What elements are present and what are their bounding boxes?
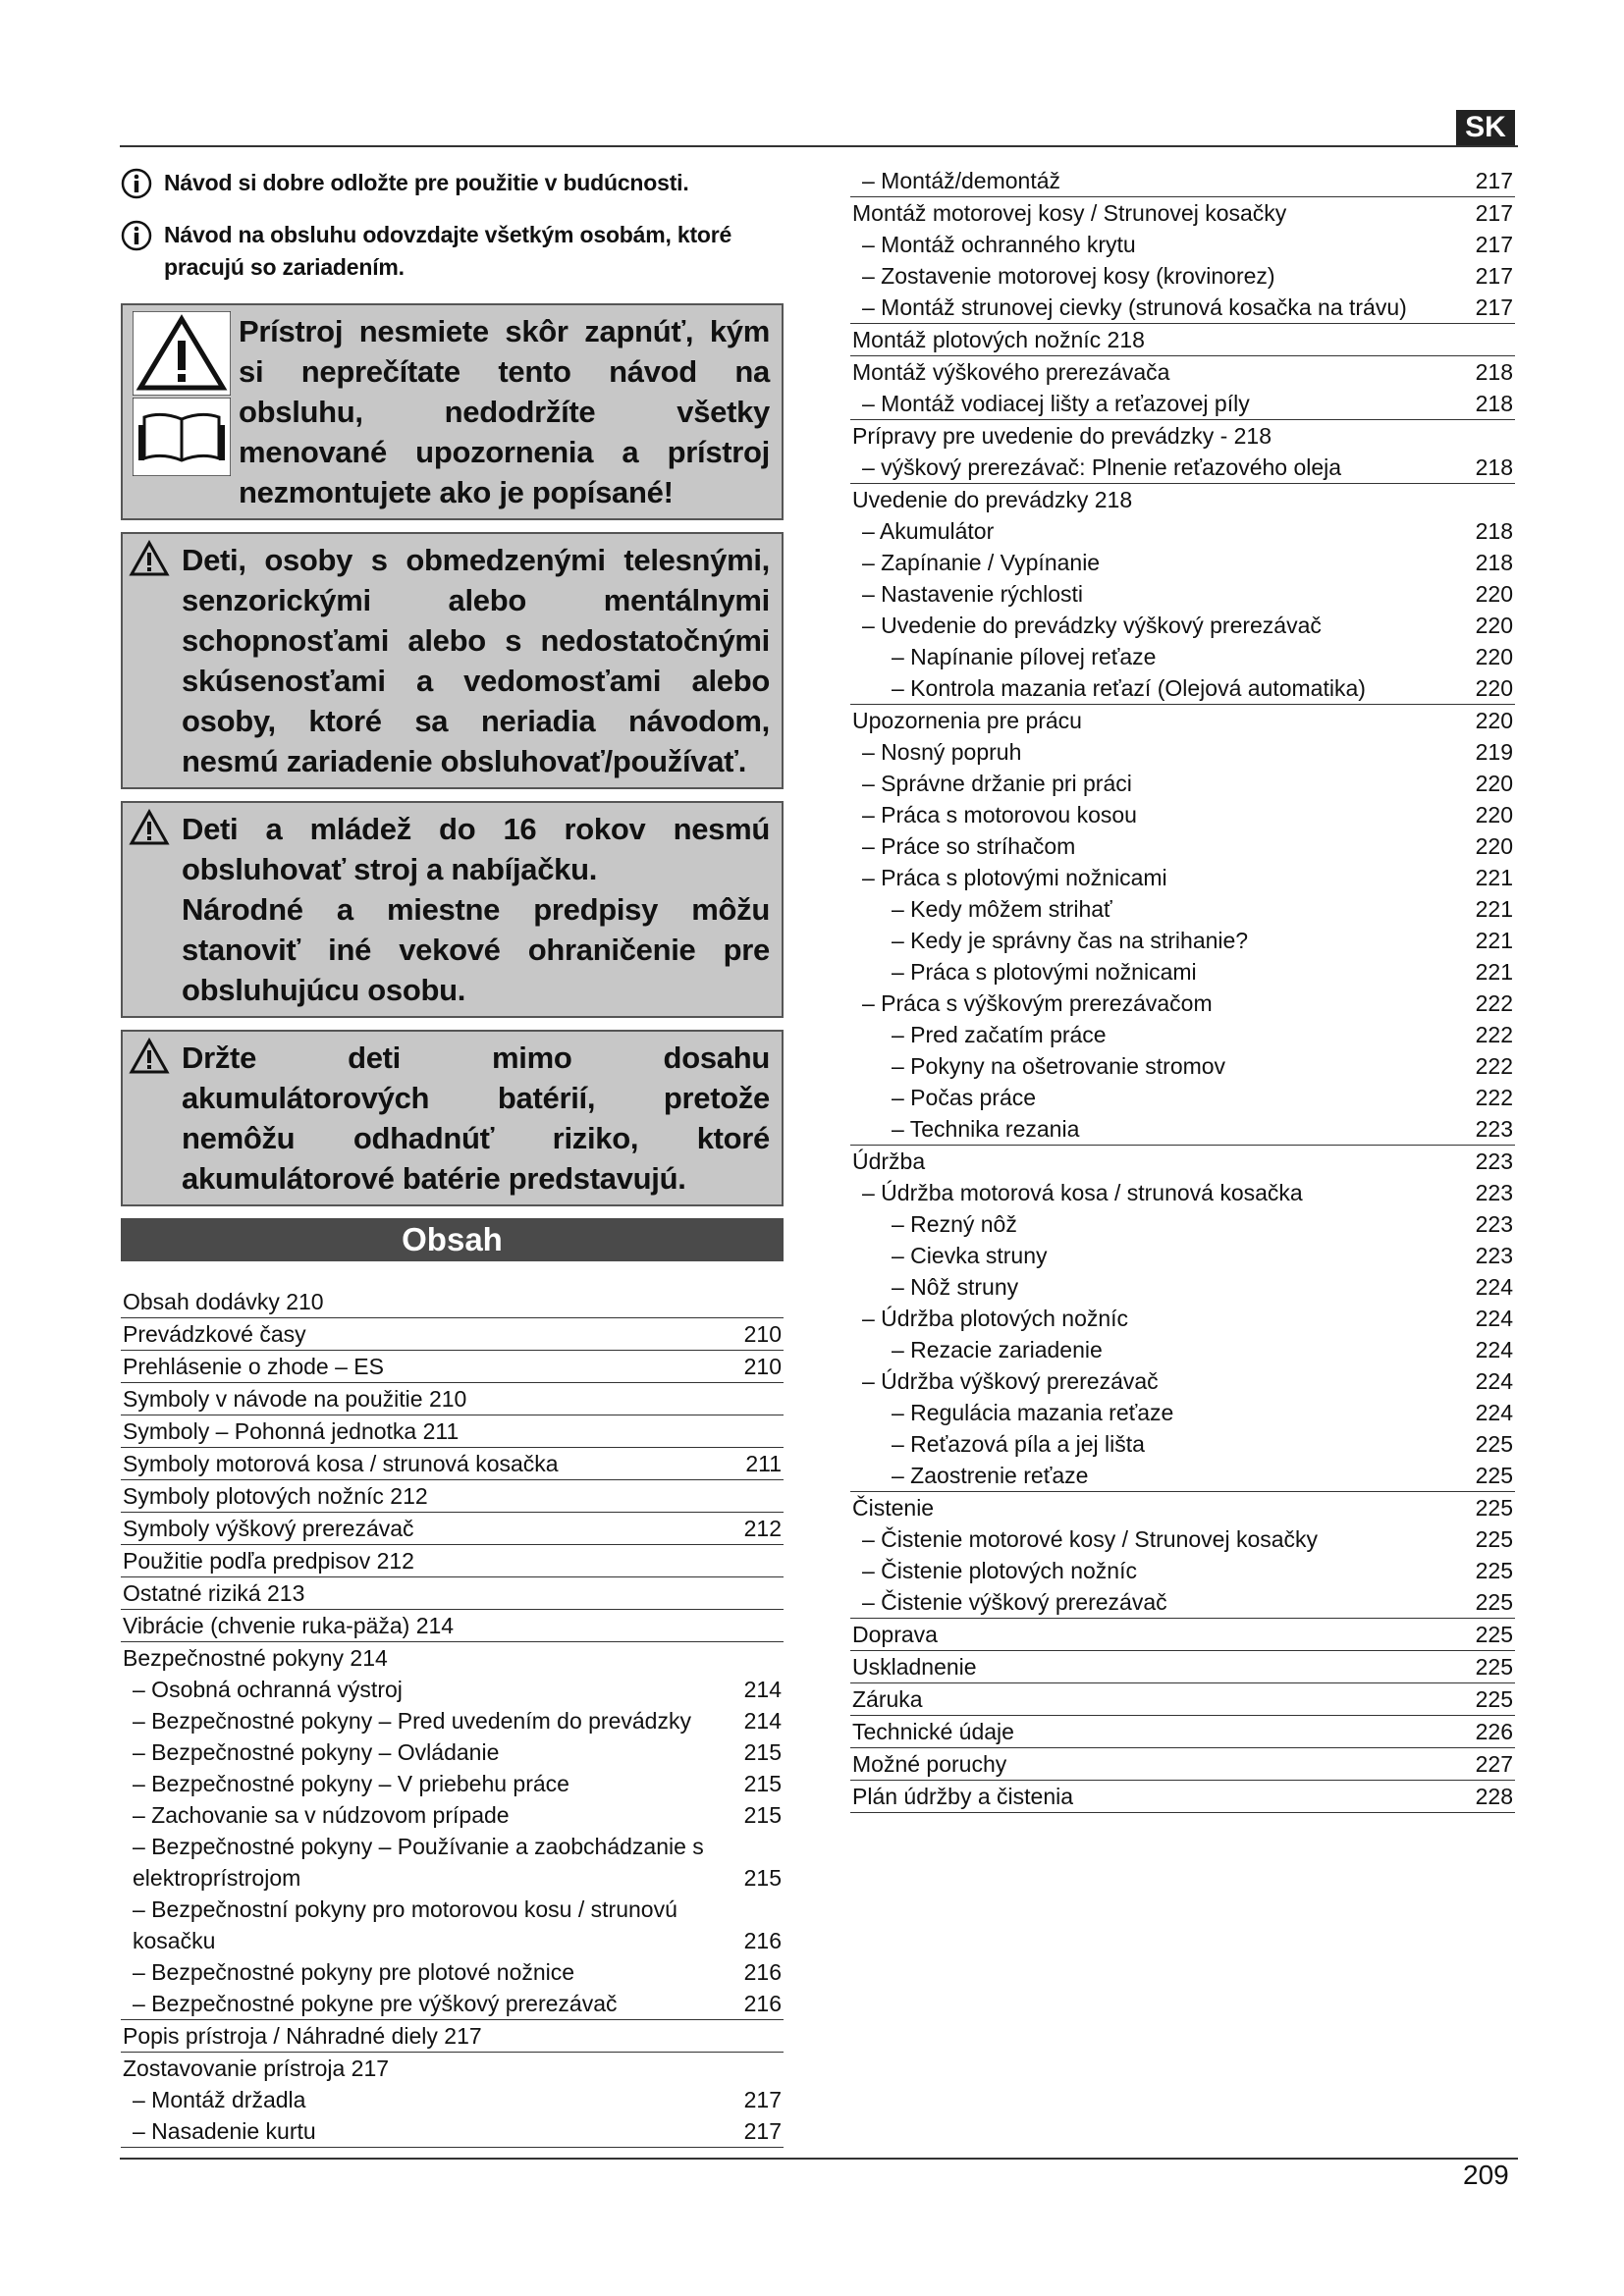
toc-entry-label: Symboly výškový prerezávač	[123, 1516, 414, 1541]
toc-entry-page: 224	[1475, 1368, 1513, 1394]
toc-entry	[850, 610, 1515, 641]
warning-batteries	[121, 1030, 784, 1206]
toc-entry-page: 220	[1475, 833, 1513, 859]
toc-entry	[121, 1674, 784, 1705]
toc-entry-page: 215	[743, 1865, 782, 1891]
toc-entry	[850, 515, 1515, 547]
toc-entry-label: – Rezný nôž	[892, 1211, 1017, 1237]
toc-entry-page: 212	[743, 1516, 782, 1541]
toc-entry	[850, 1208, 1515, 1240]
right-column	[850, 165, 1515, 1813]
toc-entry	[121, 1988, 784, 2020]
toc-entry	[850, 1334, 1515, 1365]
toc-entry	[850, 1397, 1515, 1428]
toc-entry-page: 216	[743, 1991, 782, 2016]
toc-entry	[850, 1019, 1515, 1050]
toc-entry	[850, 736, 1515, 768]
toc-entry	[121, 1831, 784, 1894]
toc-entry	[850, 1651, 1515, 1683]
warning-text-regulations: Národné a miestne predpisy môžu stanoviť iné vekové ohraničenie pre obsluhujúcu osobu.	[182, 892, 770, 1007]
toc-entry	[121, 1894, 784, 1956]
toc-entry-label: – Kedy môžem strihať	[892, 896, 1112, 922]
toc-entry	[850, 1082, 1515, 1113]
toc-entry-label: Symboly – Pohonná jednotka 211	[123, 1418, 460, 1444]
toc-entry	[121, 1642, 784, 1674]
toc-entry-label: Popis prístroja / Náhradné diely 217	[123, 2023, 482, 2049]
toc-entry-label: Čistenie	[852, 1495, 935, 1521]
toc-entry-page: 224	[1475, 1274, 1513, 1300]
toc-entry	[121, 2115, 784, 2148]
toc-entry-page: 225	[1475, 1686, 1513, 1712]
toc-entry-label: – Montáž strunovej cievky (strunová kosačka na trávu)	[862, 294, 1407, 320]
toc-entry-label: – Čistenie plotových nožníc	[862, 1558, 1137, 1583]
toc-entry-label: – Zostavenie motorovej kosy (krovinorez)	[862, 263, 1275, 289]
toc-entry-page: 220	[1475, 644, 1513, 669]
toc-entry	[850, 292, 1515, 324]
info-icon	[121, 168, 152, 199]
toc-entry-label: Doprava	[852, 1622, 938, 1647]
toc-entry-label: – Práca s plotovými nožnicami	[862, 865, 1167, 890]
toc-entry-page: 218	[1475, 454, 1513, 480]
toc-entry-label: – Správne držanie pri práci	[862, 771, 1132, 796]
toc-entry-label: – Čistenie motorové kosy / Strunovej kosačky	[862, 1526, 1319, 1552]
toc-entry	[850, 1177, 1515, 1208]
bottom-rule	[120, 2158, 1518, 2160]
toc-entry-label: – Napínanie pílovej reťaze	[892, 644, 1157, 669]
toc-entry-page: 218	[1475, 359, 1513, 385]
toc-entry-page: 215	[743, 1771, 782, 1796]
left-column	[121, 167, 784, 2148]
toc-entry-label: Symboly v návode na použitie 210	[123, 1386, 467, 1412]
toc-entry-page: 221	[1475, 865, 1513, 890]
toc-entry-label: Upozornenia pre prácu	[852, 708, 1082, 733]
toc-entry	[850, 1492, 1515, 1523]
toc-entry	[121, 1799, 784, 1831]
toc-entry-label: – Nosný popruh	[862, 739, 1022, 765]
toc-entry-label: – Nasadenie kurtu	[133, 2118, 316, 2144]
toc-entry-label: – Rezacie zariadenie	[892, 1337, 1103, 1362]
toc-entry-page: 221	[1475, 928, 1513, 953]
toc-entry	[121, 1318, 784, 1351]
toc-entry-page: 217	[743, 2118, 782, 2144]
toc-entry	[850, 1303, 1515, 1334]
toc-entry	[850, 768, 1515, 799]
toc-entry-page: 225	[1475, 1558, 1513, 1583]
toc-entry-label: Montáž motorovej kosy / Strunovej kosačky	[852, 200, 1287, 226]
warning-triangle-icon	[129, 809, 170, 846]
toc-entry-label: – Regulácia mazania reťaze	[892, 1400, 1174, 1425]
toc-entry	[850, 1271, 1515, 1303]
toc-entry	[850, 1460, 1515, 1492]
toc-entry-page: 223	[1475, 1180, 1513, 1205]
toc-entry	[850, 862, 1515, 893]
toc-entry	[850, 1113, 1515, 1146]
language-badge: SK	[1456, 110, 1515, 145]
toc-entry	[850, 799, 1515, 830]
toc-entry-page: 220	[1475, 802, 1513, 828]
toc-entry-page: 222	[1475, 1053, 1513, 1079]
toc-entry-label: – Akumulátor	[862, 518, 995, 544]
toc-entry-page: 214	[743, 1677, 782, 1702]
toc-entry-label: – Pokyny na ošetrovanie stromov	[892, 1053, 1226, 1079]
toc-entry	[850, 1240, 1515, 1271]
toc-entry-label: – Zaostrenie reťaze	[892, 1463, 1089, 1488]
toc-entry	[121, 1577, 784, 1610]
toc-entry-label: – Údržba motorová kosa / strunová kosačka	[862, 1180, 1303, 1205]
warning-triangle-icon	[129, 1038, 170, 1075]
toc-entry-page: 217	[1475, 232, 1513, 257]
toc-entry-label: – Počas práce	[892, 1085, 1037, 1110]
toc-entry-label: – Pred začatím práce	[892, 1022, 1107, 1047]
warning-restricted-persons	[121, 532, 784, 789]
toc-entry-page: 228	[1475, 1784, 1513, 1809]
toc-entry-label: – Bezpečnostné pokyny – Ovládanie	[133, 1739, 500, 1765]
toc-entry-label: – Reťazová píla a jej lišta	[892, 1431, 1145, 1457]
toc-entry-page: 211	[745, 1451, 782, 1476]
toc-entry	[121, 1286, 784, 1318]
toc-entry-page: 220	[1475, 675, 1513, 701]
toc-entry	[121, 2020, 784, 2053]
toc-entry-label: – Zapínanie / Vypínanie	[862, 550, 1101, 575]
toc-entry	[121, 1415, 784, 1448]
note-text: Návod si dobre odložte pre použitie v budúcnosti.	[164, 170, 689, 195]
toc-entry	[121, 1513, 784, 1545]
toc-entry-page: 223	[1475, 1243, 1513, 1268]
toc-entry	[850, 452, 1515, 484]
toc-entry-label: – Cievka struny	[892, 1243, 1048, 1268]
toc-entry-label: – Bezpečnostné pokyny – Používanie a zaobchádzanie s elektroprístrojom	[133, 1834, 704, 1891]
toc-entry-page: 222	[1475, 1022, 1513, 1047]
toc-entry-page: 224	[1475, 1337, 1513, 1362]
toc-entry-page: 218	[1475, 518, 1513, 544]
toc-entry-label: Prípravy pre uvedenie do prevádzky - 218	[852, 423, 1272, 449]
toc-entry	[850, 388, 1515, 420]
toc-entry-label: Bezpečnostné pokyny 214	[123, 1645, 388, 1671]
toc-entry-page: 220	[1475, 708, 1513, 733]
toc-entry	[121, 1768, 784, 1799]
toc-entry	[850, 260, 1515, 292]
toc-entry-label: – Kedy je správny čas na strihanie?	[892, 928, 1249, 953]
toc-entry-label: – Bezpečnostné pokyny – Pred uvedením do prevádzky	[133, 1708, 691, 1734]
toc-entry-label: – Bezpečnostné pokyny – V priebehu práce	[133, 1771, 569, 1796]
toc-entry-label: – Montáž ochranného krytu	[862, 232, 1136, 257]
toc-entry-page: 217	[1475, 294, 1513, 320]
toc-entry	[121, 1545, 784, 1577]
toc-entry	[850, 1555, 1515, 1586]
toc-entry-page: 225	[1475, 1495, 1513, 1521]
toc-entry-page: 227	[1475, 1751, 1513, 1777]
note-hand-over	[121, 219, 784, 284]
toc-entry-label: Technické údaje	[852, 1719, 1014, 1744]
toc-entry-label: – Nôž struny	[892, 1274, 1019, 1300]
toc-entry-page: 224	[1475, 1306, 1513, 1331]
toc-entry-page: 223	[1475, 1211, 1513, 1237]
toc-entry-label: Ostatné riziká 213	[123, 1580, 305, 1606]
toc-entry	[121, 1383, 784, 1415]
toc-entry	[850, 956, 1515, 988]
toc-entry-label: Uvedenie do prevádzky 218	[852, 487, 1133, 512]
toc-entry-page: 215	[743, 1739, 782, 1765]
toc-entry-page: 218	[1475, 550, 1513, 575]
toc-entry	[850, 988, 1515, 1019]
toc-entry-label: – Práca s plotovými nožnicami	[892, 959, 1197, 985]
toc-entry	[850, 1748, 1515, 1781]
note-text: Návod na obsluhu odovzdajte všetkým osobám, ktoré pracujú so zariadením.	[164, 222, 732, 280]
toc-entry-label: – Montáž držadla	[133, 2087, 306, 2112]
warning-triangle-icon	[129, 540, 170, 577]
toc-entry-label: Vibrácie (chvenie ruka-päža) 214	[123, 1613, 455, 1638]
toc-entry-page: 222	[1475, 1085, 1513, 1110]
top-rule	[120, 145, 1518, 147]
warning-read-manual	[121, 303, 784, 520]
note-keep-manual	[121, 167, 784, 199]
toc-entry	[850, 1683, 1515, 1716]
toc-entry-label: Obsah dodávky 210	[123, 1289, 324, 1314]
toc-entry-label: – Práca s výškovým prerezávačom	[862, 990, 1213, 1016]
toc-entry-label: – Nastavenie rýchlosti	[862, 581, 1083, 607]
toc-entry	[850, 197, 1515, 229]
toc-entry	[850, 1586, 1515, 1619]
toc-entry-label: – Kontrola mazania reťazí (Olejová automatika)	[892, 675, 1366, 701]
toc-entry-page: 217	[743, 2087, 782, 2112]
toc-entry	[850, 1781, 1515, 1813]
warning-triangle-icon	[133, 311, 231, 396]
toc-entry	[850, 705, 1515, 736]
toc-entry	[121, 1736, 784, 1768]
toc-entry	[850, 229, 1515, 260]
toc-entry-label: Prehlásenie o zhode – ES	[123, 1354, 384, 1379]
toc-entry-page: 225	[1475, 1589, 1513, 1615]
toc-entry-label: – Montáž vodiacej lišty a reťazovej píly	[862, 391, 1250, 416]
toc-entry-label: – Montáž/demontáž	[862, 168, 1061, 193]
toc-entry	[121, 1956, 784, 1988]
toc-entry-label: – Osobná ochranná výstroj	[133, 1677, 403, 1702]
toc-entry-page: 225	[1475, 1654, 1513, 1680]
toc-entry-page: 220	[1475, 771, 1513, 796]
toc-entry-label: Montáž plotových nožníc 218	[852, 327, 1145, 352]
toc-entry-page: 215	[743, 1802, 782, 1828]
toc-entry-label: Plán údržby a čistenia	[852, 1784, 1074, 1809]
toc-entry	[850, 1523, 1515, 1555]
toc-entry-page: 214	[743, 1708, 782, 1734]
toc-entry-page: 221	[1475, 959, 1513, 985]
toc-right	[850, 165, 1515, 1813]
toc-entry	[121, 1705, 784, 1736]
toc-entry	[850, 893, 1515, 925]
toc-entry-page: 220	[1475, 581, 1513, 607]
toc-entry	[850, 1619, 1515, 1651]
toc-entry-page: 223	[1475, 1148, 1513, 1174]
toc-entry-label: – Bezpečnostné pokyne pre výškový prerezávač	[133, 1991, 618, 2016]
toc-entry-page: 225	[1475, 1431, 1513, 1457]
toc-entry-page: 222	[1475, 990, 1513, 1016]
warning-text: Držte deti mimo dosahu akumulátorových batérií, pretože nemôžu odhadnúť riziko, ktoré akumulátorové batérie predstavujú.	[182, 1041, 770, 1196]
toc-entry	[850, 672, 1515, 705]
toc-entry-label: Uskladnenie	[852, 1654, 977, 1680]
toc-entry	[850, 1428, 1515, 1460]
toc-entry-label: – Čistenie výškový prerezávač	[862, 1589, 1167, 1615]
toc-entry	[121, 1610, 784, 1642]
toc-entry-label: Zostavovanie prístroja 217	[123, 2056, 390, 2081]
toc-entry-page: 218	[1475, 391, 1513, 416]
toc-entry-page: 217	[1475, 263, 1513, 289]
toc-entry-page: 226	[1475, 1719, 1513, 1744]
toc-entry-page: 210	[743, 1354, 782, 1379]
warning-children-age	[121, 801, 784, 1018]
toc-entry	[850, 641, 1515, 672]
toc-entry-page: 216	[743, 1928, 782, 1953]
toc-entry-label: – Bezpečnostní pokyny pro motorovou kosu / strunovú kosačku	[133, 1896, 677, 1953]
toc-entry-page: 223	[1475, 1116, 1513, 1142]
toc-entry-label: Symboly motorová kosa / strunová kosačka	[123, 1451, 559, 1476]
toc-entry-label: Prevádzkové časy	[123, 1321, 306, 1347]
warning-text: Deti, osoby s obmedzenými telesnými, senzorickými alebo mentálnymi schopnosťami alebo s nedostatočnými skúsenosťami a vedomosťami alebo osoby, ktoré sa neriadia návodom, nesmú zariadenie obsluhovať/používať.	[182, 543, 770, 778]
toc-entry-label: Montáž výškového prerezávača	[852, 359, 1170, 385]
toc-entry-page: 217	[1475, 168, 1513, 193]
toc-entry-label: – Bezpečnostné pokyny pre plotové nožnice	[133, 1959, 575, 1985]
toc-entry-page: 220	[1475, 613, 1513, 638]
info-icon	[121, 220, 152, 251]
toc-title: Obsah	[121, 1218, 784, 1261]
toc-entry	[850, 547, 1515, 578]
toc-entry-label: Záruka	[852, 1686, 923, 1712]
toc-entry	[850, 1365, 1515, 1397]
toc-entry	[121, 1448, 784, 1480]
toc-entry	[850, 165, 1515, 197]
toc-entry	[121, 2053, 784, 2084]
toc-entry-label: Údržba	[852, 1148, 926, 1174]
toc-entry	[121, 1351, 784, 1383]
toc-entry-label: Symboly plotových nožníc 212	[123, 1483, 428, 1509]
toc-entry-label: Použitie podľa predpisov 212	[123, 1548, 414, 1574]
page-number: 209	[1463, 2160, 1509, 2190]
toc-entry	[121, 2084, 784, 2115]
toc-entry	[850, 925, 1515, 956]
toc-entry-page: 217	[1475, 200, 1513, 226]
toc-entry-page: 210	[743, 1321, 782, 1347]
toc-entry	[850, 578, 1515, 610]
toc-entry	[850, 324, 1515, 356]
toc-entry	[850, 1146, 1515, 1177]
toc-entry-label: – Práca s motorovou kosou	[862, 802, 1137, 828]
toc-entry-label: Možné poruchy	[852, 1751, 1007, 1777]
toc-entry-label: – Údržba plotových nožníc	[862, 1306, 1129, 1331]
toc-entry	[850, 830, 1515, 862]
toc-entry-label: – výškový prerezávač: Plnenie reťazového oleja	[862, 454, 1342, 480]
read-manual-icon	[133, 398, 231, 476]
toc-entry-page: 224	[1475, 1400, 1513, 1425]
toc-left	[121, 1286, 784, 2148]
toc-entry	[850, 1716, 1515, 1748]
warning-text: Deti a mládež do 16 rokov nesmú obsluhovať stroj a nabíjačku.	[182, 812, 770, 886]
toc-entry-label: – Technika rezania	[892, 1116, 1080, 1142]
toc-entry	[850, 356, 1515, 388]
toc-entry-page: 221	[1475, 896, 1513, 922]
toc-entry-label: – Práce so stríhačom	[862, 833, 1076, 859]
toc-entry-page: 216	[743, 1959, 782, 1985]
toc-entry	[850, 420, 1515, 452]
warning-text: Prístroj nesmiete skôr zapnúť, kým si neprečítate tento návod na obsluhu, nedodržíte všetky menované upozornenia a prístroj nezmontujete ako je popísané!	[239, 314, 770, 509]
toc-entry-page: 225	[1475, 1622, 1513, 1647]
toc-entry-label: – Zachovanie sa v núdzovom prípade	[133, 1802, 510, 1828]
toc-entry-page: 225	[1475, 1526, 1513, 1552]
toc-entry-label: – Údržba výškový prerezávač	[862, 1368, 1159, 1394]
toc-entry-page: 225	[1475, 1463, 1513, 1488]
toc-entry	[850, 484, 1515, 515]
toc-entry	[850, 1050, 1515, 1082]
toc-entry-page: 219	[1475, 739, 1513, 765]
toc-entry	[121, 1480, 784, 1513]
toc-entry-label: – Uvedenie do prevádzky výškový prerezávač	[862, 613, 1322, 638]
